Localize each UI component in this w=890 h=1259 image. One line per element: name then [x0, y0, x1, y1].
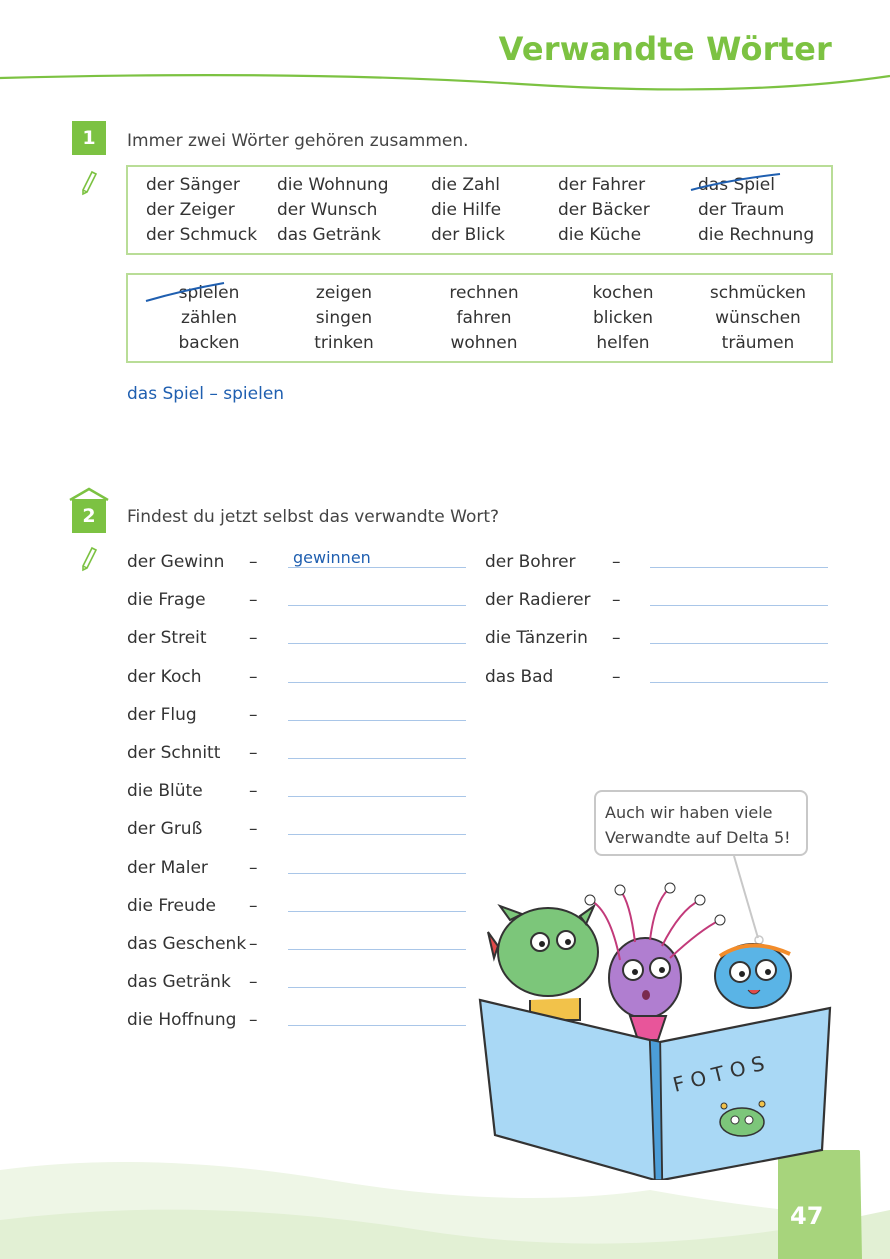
- answer-line[interactable]: [288, 682, 466, 683]
- word-label: der Flug: [127, 704, 197, 725]
- dash-separator: –: [249, 743, 258, 763]
- answer-line[interactable]: [288, 987, 466, 988]
- exercise1-instruction: Immer zwei Wörter gehören zusammen.: [127, 131, 469, 151]
- word-label: der Koch: [127, 666, 202, 687]
- word-cell: die Zahl: [431, 175, 500, 195]
- answer-line[interactable]: [650, 643, 828, 644]
- word-cell: das Getränk: [277, 225, 381, 245]
- word-label: die Tänzerin: [485, 628, 588, 649]
- word-cell: die Küche: [558, 225, 642, 245]
- dash-separator: –: [612, 666, 621, 687]
- book-title: F O T O S: [670, 1050, 767, 1097]
- pencil-icon: [80, 546, 98, 572]
- word-cell: singen: [315, 308, 373, 328]
- word-label: der Bohrer: [485, 552, 576, 572]
- dash-separator: –: [249, 895, 258, 916]
- title-underline: [0, 62, 890, 102]
- answer-line[interactable]: [288, 834, 466, 835]
- answer-line[interactable]: [288, 605, 466, 606]
- word-label: das Bad: [485, 666, 554, 687]
- word-label: der Radierer: [485, 590, 591, 611]
- answer-line[interactable]: [288, 873, 466, 874]
- word-cell: rechnen: [449, 283, 519, 303]
- dash-separator: –: [249, 972, 258, 993]
- word-cell: spielen: [178, 283, 240, 303]
- dash-separator: –: [612, 552, 621, 572]
- word-label: die Blüte: [127, 781, 203, 802]
- dash-separator: –: [249, 628, 258, 649]
- dash-separator: –: [249, 590, 258, 611]
- page-title: Verwandte Wörter: [498, 30, 832, 68]
- answer-line[interactable]: [288, 1025, 466, 1026]
- word-cell: wohnen: [450, 333, 518, 353]
- dash-separator: –: [249, 1010, 258, 1031]
- word-cell: der Zeiger: [146, 200, 235, 220]
- dash-separator: –: [249, 857, 258, 878]
- word-label: das Geschenk: [127, 934, 247, 954]
- word-label: das Getränk: [127, 972, 231, 993]
- word-cell: der Traum: [698, 200, 785, 220]
- exercise2-instruction: Findest du jetzt selbst das verwandte Wort?: [127, 507, 500, 527]
- exercise-number-badge: 2: [72, 499, 106, 533]
- word-cell: der Fahrer: [558, 175, 646, 195]
- handwritten-answer: gewinnen: [293, 548, 371, 567]
- word-cell: wünschen: [715, 308, 801, 328]
- word-cell: zeigen: [315, 283, 373, 303]
- dash-separator: –: [249, 781, 258, 802]
- word-label: die Freude: [127, 895, 217, 916]
- dash-separator: –: [249, 666, 258, 687]
- word-cell: die Wohnung: [277, 175, 389, 195]
- word-cell: schmücken: [709, 283, 807, 303]
- strikethrough-mark: [688, 170, 784, 194]
- word-label: der Gewinn: [127, 552, 225, 572]
- dash-separator: –: [612, 590, 621, 611]
- dash-separator: –: [249, 552, 258, 572]
- answer-line[interactable]: [288, 643, 466, 644]
- word-cell: der Blick: [431, 225, 505, 245]
- example-answer: das Spiel – spielen: [127, 384, 285, 404]
- word-cell: der Sänger: [146, 175, 240, 195]
- answer-line[interactable]: [650, 605, 828, 606]
- speech-bubble-line: Auch wir haben viele: [605, 803, 773, 822]
- word-cell: kochen: [592, 283, 654, 303]
- answer-line[interactable]: [288, 758, 466, 759]
- answer-line[interactable]: [650, 567, 828, 568]
- dash-separator: –: [249, 934, 258, 954]
- word-cell: trinken: [314, 333, 374, 353]
- word-cell: backen: [178, 333, 240, 353]
- word-label: die Frage: [127, 590, 206, 611]
- word-cell: der Wunsch: [277, 200, 378, 220]
- answer-line[interactable]: [288, 567, 466, 568]
- word-label: die Hoffnung: [127, 1010, 237, 1031]
- dash-separator: –: [249, 819, 258, 840]
- exercise-number-badge: 1: [72, 121, 106, 155]
- word-cell: fahren: [456, 308, 512, 328]
- word-label: der Maler: [127, 857, 208, 878]
- answer-line[interactable]: [288, 949, 466, 950]
- word-cell: der Schmuck: [146, 225, 258, 245]
- word-label: der Schnitt: [127, 743, 221, 763]
- word-cell: die Hilfe: [431, 200, 502, 220]
- strikethrough-mark: [144, 280, 228, 304]
- word-cell: die Rechnung: [698, 225, 815, 245]
- word-cell: das Spiel: [698, 175, 775, 195]
- answer-line[interactable]: [288, 911, 466, 912]
- answer-line[interactable]: [288, 796, 466, 797]
- word-cell: der Bäcker: [558, 200, 650, 220]
- word-cell: helfen: [596, 333, 650, 353]
- page-number: 47: [790, 1202, 824, 1230]
- word-label: der Gruß: [127, 819, 203, 840]
- speech-bubble-line: Verwandte auf Delta 5!: [605, 828, 791, 847]
- word-cell: träumen: [721, 333, 795, 353]
- dash-separator: –: [612, 628, 621, 649]
- pencil-icon: [80, 170, 98, 196]
- word-label: der Streit: [127, 628, 207, 649]
- answer-line[interactable]: [650, 682, 828, 683]
- monsters-reading-illustration: [470, 880, 850, 1180]
- word-cell: zählen: [180, 308, 238, 328]
- word-cell: blicken: [592, 308, 654, 328]
- answer-line[interactable]: [288, 720, 466, 721]
- dash-separator: –: [249, 704, 258, 725]
